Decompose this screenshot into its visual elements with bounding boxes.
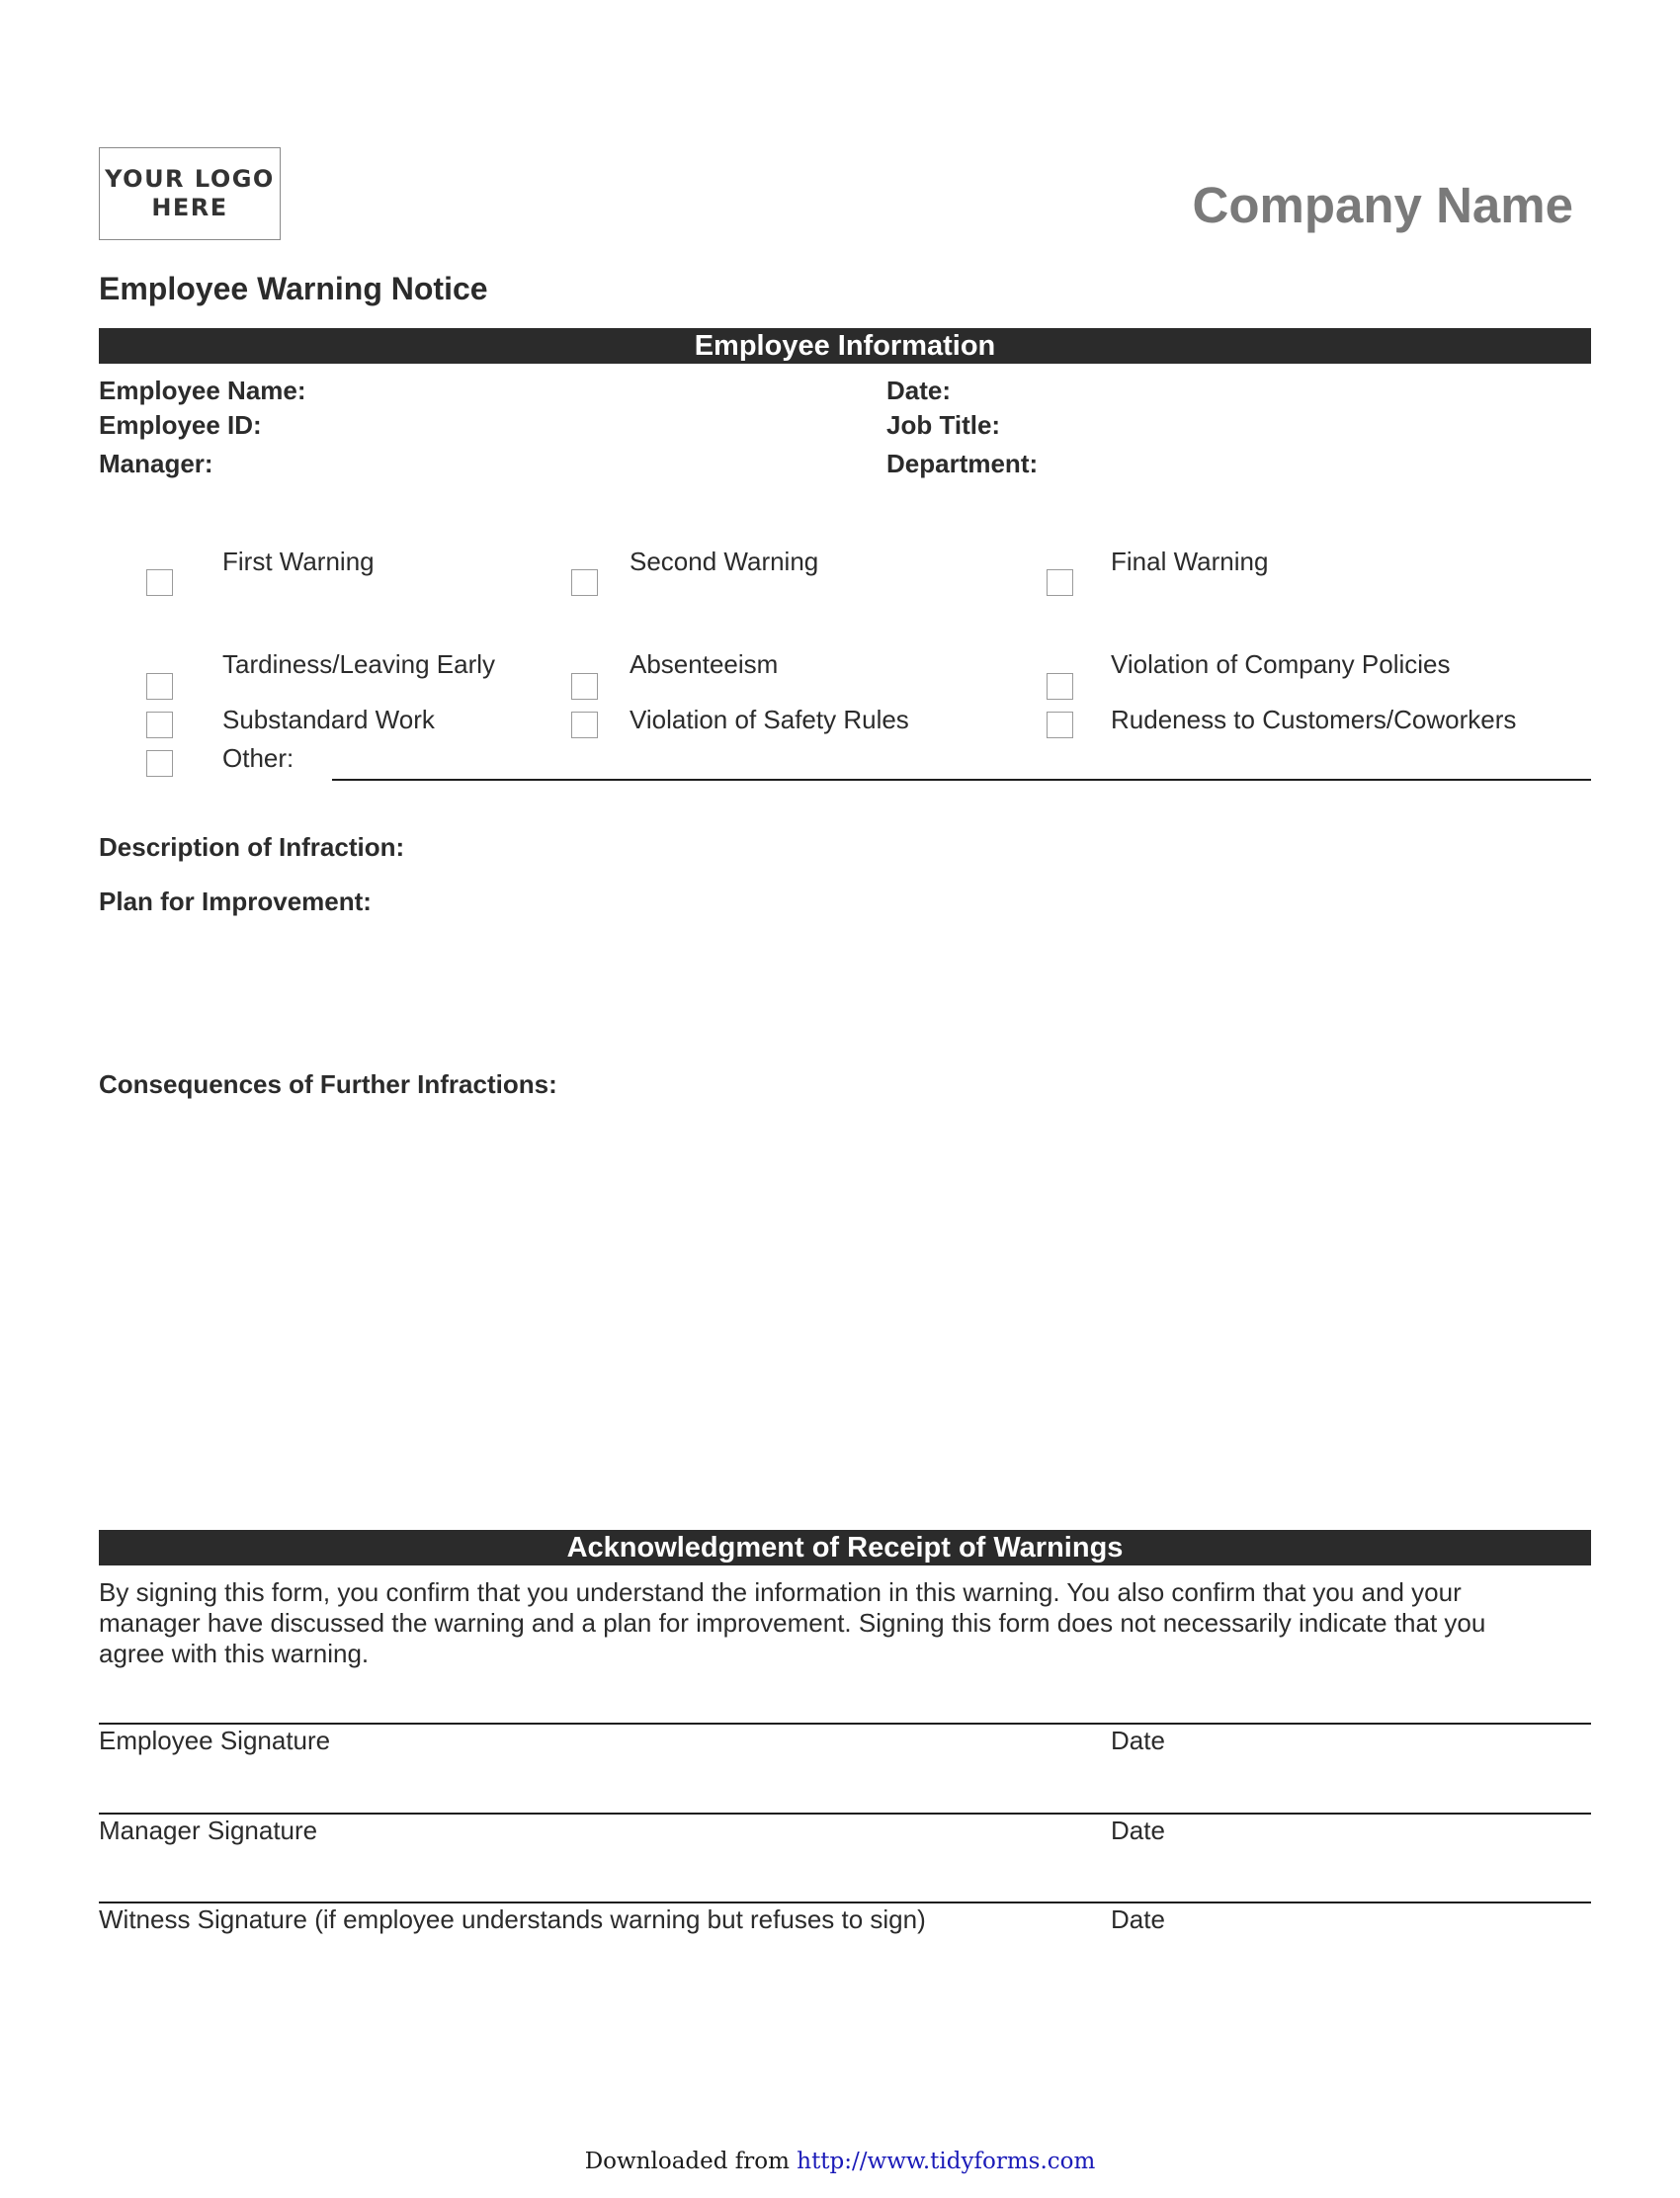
acknowledgment-line-3: agree with this warning. <box>99 1639 370 1668</box>
second-warning-label: Second Warning <box>630 547 819 576</box>
logo-placeholder <box>99 147 281 240</box>
department-label: Department: <box>886 449 1039 478</box>
footer-link[interactable]: http://www.tidyforms.com <box>797 2149 1096 2174</box>
first-warning-label: First Warning <box>222 547 375 576</box>
employee-signature-label: Employee Signature <box>99 1726 331 1755</box>
employee-name-label: Employee Name: <box>99 376 306 405</box>
rudeness-checkbox[interactable] <box>1047 712 1073 738</box>
absenteeism-checkbox[interactable] <box>571 673 598 700</box>
substandard-work-label: Substandard Work <box>222 705 435 734</box>
company-policies-checkbox[interactable] <box>1047 673 1073 700</box>
logo-text-line1: YOUR LOGO <box>105 165 275 193</box>
footer-prefix: Downloaded from <box>584 2149 798 2174</box>
employee-signature-line[interactable] <box>99 1723 1591 1725</box>
witness-signature-date-label: Date <box>1111 1904 1165 1934</box>
description-of-infraction-label: Description of Infraction: <box>99 832 405 862</box>
witness-signature-line[interactable] <box>99 1902 1591 1903</box>
employee-id-label: Employee ID: <box>99 410 262 440</box>
safety-rules-label: Violation of Safety Rules <box>630 705 909 734</box>
acknowledgment-line-2: manager have discussed the warning and a plan for improvement. Signing this form does not necessarily indicate that you <box>99 1608 1486 1638</box>
acknowledgment-line-1: By signing this form, you confirm that you understand the information in this warning. You also confirm that you and your <box>99 1577 1462 1607</box>
second-warning-checkbox[interactable] <box>571 569 598 596</box>
company-name: Company Name <box>1192 177 1573 233</box>
plan-for-improvement-label: Plan for Improvement: <box>99 887 372 916</box>
footer <box>0 2149 1680 2174</box>
company-policies-label: Violation of Company Policies <box>1111 649 1451 679</box>
final-warning-label: Final Warning <box>1111 547 1269 576</box>
employee-information-heading: Employee Information <box>99 328 1591 364</box>
substandard-work-checkbox[interactable] <box>146 712 173 738</box>
tardiness-label: Tardiness/Leaving Early <box>222 649 496 679</box>
other-label: Other: <box>222 743 294 773</box>
logo-text-line2: HERE <box>151 194 228 221</box>
manager-signature-line[interactable] <box>99 1813 1591 1815</box>
tardiness-checkbox[interactable] <box>146 673 173 700</box>
manager-label: Manager: <box>99 449 213 478</box>
consequences-label: Consequences of Further Infractions: <box>99 1069 557 1099</box>
acknowledgment-heading: Acknowledgment of Receipt of Warnings <box>99 1530 1591 1565</box>
other-input-line[interactable] <box>332 779 1591 781</box>
date-label: Date: <box>886 376 952 405</box>
manager-signature-date-label: Date <box>1111 1816 1165 1845</box>
job-title-label: Job Title: <box>886 410 1001 440</box>
absenteeism-label: Absenteeism <box>630 649 779 679</box>
first-warning-checkbox[interactable] <box>146 569 173 596</box>
rudeness-label: Rudeness to Customers/Coworkers <box>1111 705 1517 734</box>
final-warning-checkbox[interactable] <box>1047 569 1073 596</box>
document-title: Employee Warning Notice <box>99 271 488 306</box>
employee-signature-date-label: Date <box>1111 1726 1165 1755</box>
manager-signature-label: Manager Signature <box>99 1816 318 1845</box>
safety-rules-checkbox[interactable] <box>571 712 598 738</box>
other-checkbox[interactable] <box>146 750 173 777</box>
acknowledgment-text <box>99 1577 1591 1669</box>
witness-signature-label: Witness Signature (if employee understands warning but refuses to sign) <box>99 1904 926 1934</box>
